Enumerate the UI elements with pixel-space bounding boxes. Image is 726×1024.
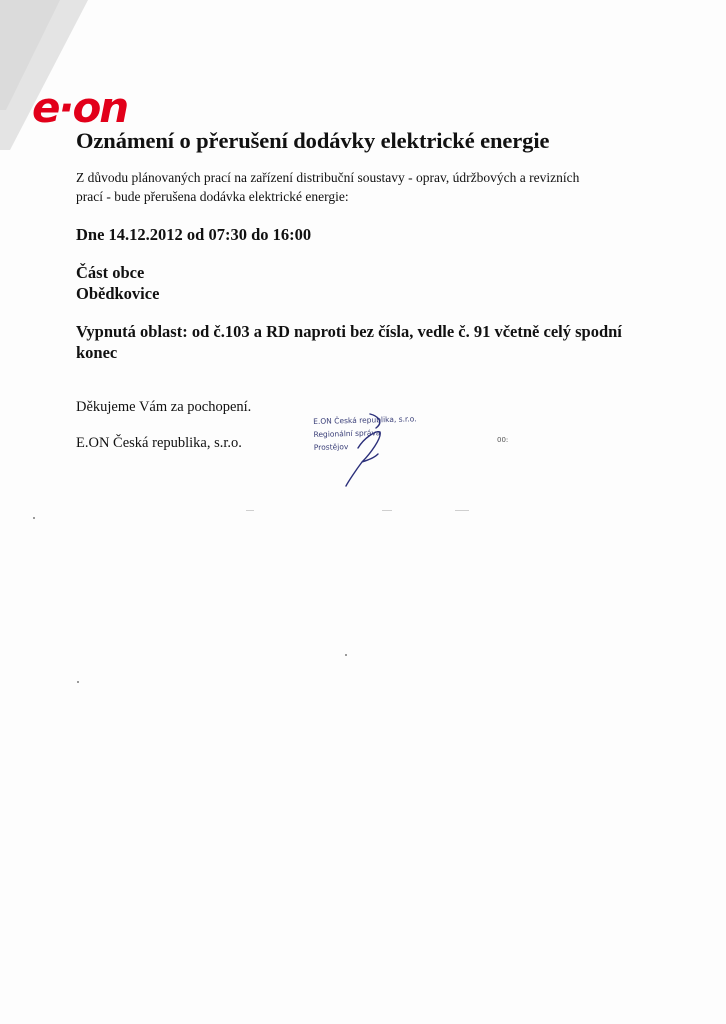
scan-speck [382, 510, 392, 511]
company-name: E.ON Česká republika, s.r.o. [76, 435, 242, 451]
stamp-line-region: Regionální správa [313, 428, 381, 439]
part-label: Část obce [76, 263, 145, 282]
part-value: Obědkovice [76, 284, 160, 303]
svg-text:e·on: e·on [32, 83, 128, 132]
scan-speck [33, 517, 35, 519]
outage-date: Dne 14.12.2012 od 07:30 do 16:00 [76, 225, 312, 244]
scan-speck [246, 510, 254, 511]
affected-area: Vypnutá oblast: od č.103 a RD naproti bez čísla, vedle č. 91 včetně celý spodní konec [76, 322, 622, 362]
handwritten-signature [318, 408, 408, 490]
stamp-line-city: Prostějov [313, 442, 349, 452]
reference-mark: 00: [497, 436, 509, 444]
thanks-text: Děkujeme Vám za pochopení. [76, 399, 252, 415]
notice-title: Oznámení o přerušení dodávky elektrické energie [76, 128, 550, 153]
eon-logo [30, 82, 165, 132]
scan-speck [77, 681, 79, 683]
scan-speck [455, 510, 469, 511]
stamp-line-company: E.ON Česká republika, s.r.o. [313, 414, 417, 426]
notice-intro: Z důvodu plánovaných prací na zařízení distribuční soustavy - oprav, údržbových a revizních prací - bude přerušena dodávka elektrické energie: [76, 170, 580, 204]
scan-speck [345, 654, 347, 656]
